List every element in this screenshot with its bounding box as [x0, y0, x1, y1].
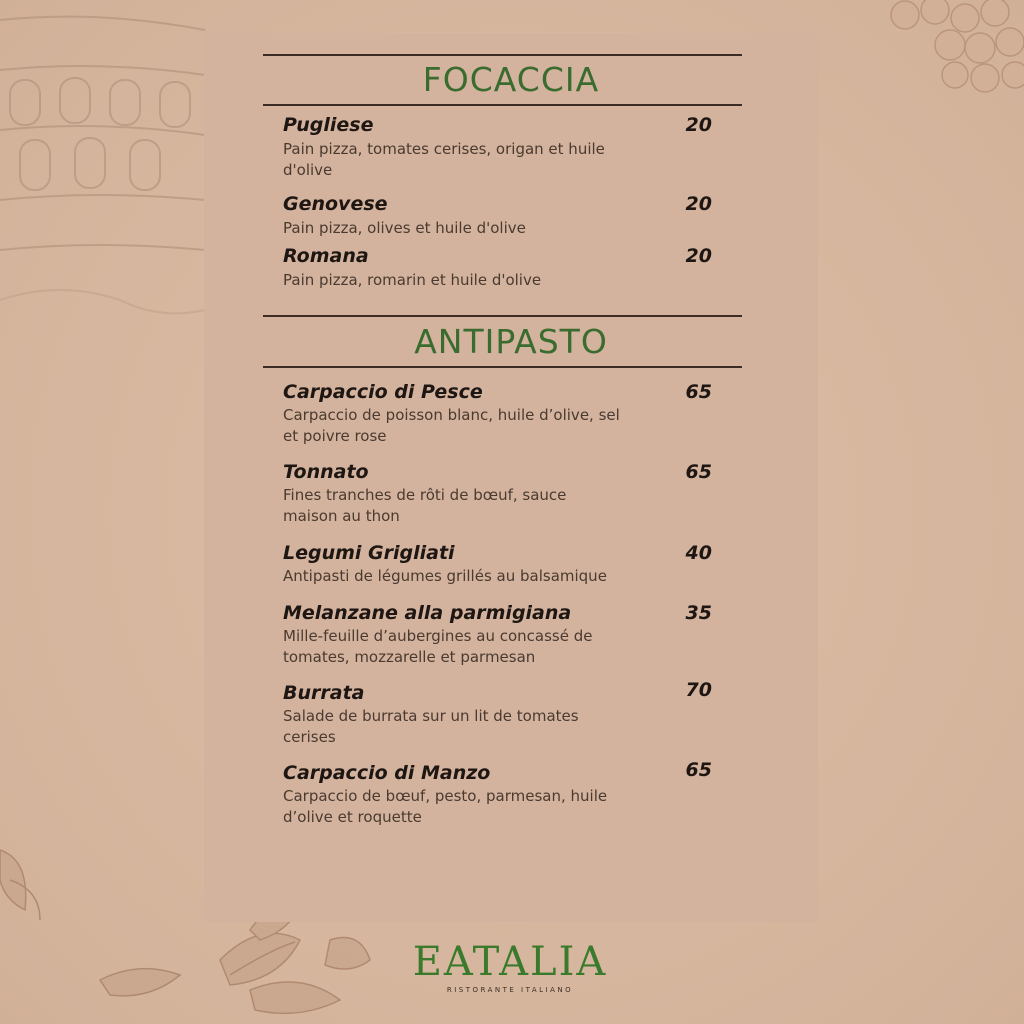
section-divider-bottom — [263, 104, 742, 106]
item-price: 20 — [685, 193, 712, 215]
section-divider-top — [263, 54, 742, 56]
section-title-focaccia: FOCACCIA — [422, 60, 600, 99]
item-name: Genovese — [283, 193, 388, 215]
item-description: Pain pizza, tomates cerises, origan et huile d'olive — [283, 140, 605, 179]
item-name: Burrata — [283, 682, 365, 704]
item-description: Pain pizza, romarin et huile d'olive — [283, 271, 542, 289]
item-price: 20 — [685, 245, 712, 267]
section-title-antipasto: ANTIPASTO — [414, 322, 608, 361]
item-name: Pugliese — [283, 114, 374, 136]
item-price: 65 — [685, 461, 712, 483]
brand-name: EATALIA — [412, 939, 608, 985]
item-description: Mille-feuille d’aubergines au concassé de tomates, mozzarelle et parmesan — [283, 627, 593, 666]
item-name: Carpaccio di Manzo — [283, 762, 491, 784]
item-price: 35 — [685, 602, 712, 624]
item-description: Carpaccio de bœuf, pesto, parmesan, huile d’olive et roquette — [283, 787, 608, 826]
item-price: 65 — [685, 381, 712, 403]
item-description: Pain pizza, olives et huile d'olive — [283, 219, 526, 237]
item-price: 70 — [685, 679, 712, 701]
restaurant-logo — [390, 940, 630, 994]
item-name: Legumi Grigliati — [283, 542, 455, 564]
brand-tagline: RISTORANTE ITALIANO — [446, 986, 574, 994]
item-name: Romana — [283, 245, 369, 267]
item-name: Tonnato — [283, 461, 369, 483]
item-description: Carpaccio de poisson blanc, huile d’olive, sel et poivre rose — [283, 406, 620, 445]
item-description: Antipasti de légumes grillés au balsamique — [283, 567, 607, 585]
item-price: 20 — [685, 114, 712, 136]
item-price: 65 — [685, 759, 712, 781]
item-description: Fines tranches de rôti de bœuf, sauce maison au thon — [283, 486, 567, 525]
item-price: 40 — [685, 542, 712, 564]
section-divider-bottom — [263, 366, 742, 368]
section-divider-top — [263, 315, 742, 317]
item-description: Salade de burrata sur un lit de tomates cerises — [283, 707, 579, 746]
item-name: Carpaccio di Pesce — [283, 381, 483, 403]
item-name: Melanzane alla parmigiana — [283, 602, 572, 624]
